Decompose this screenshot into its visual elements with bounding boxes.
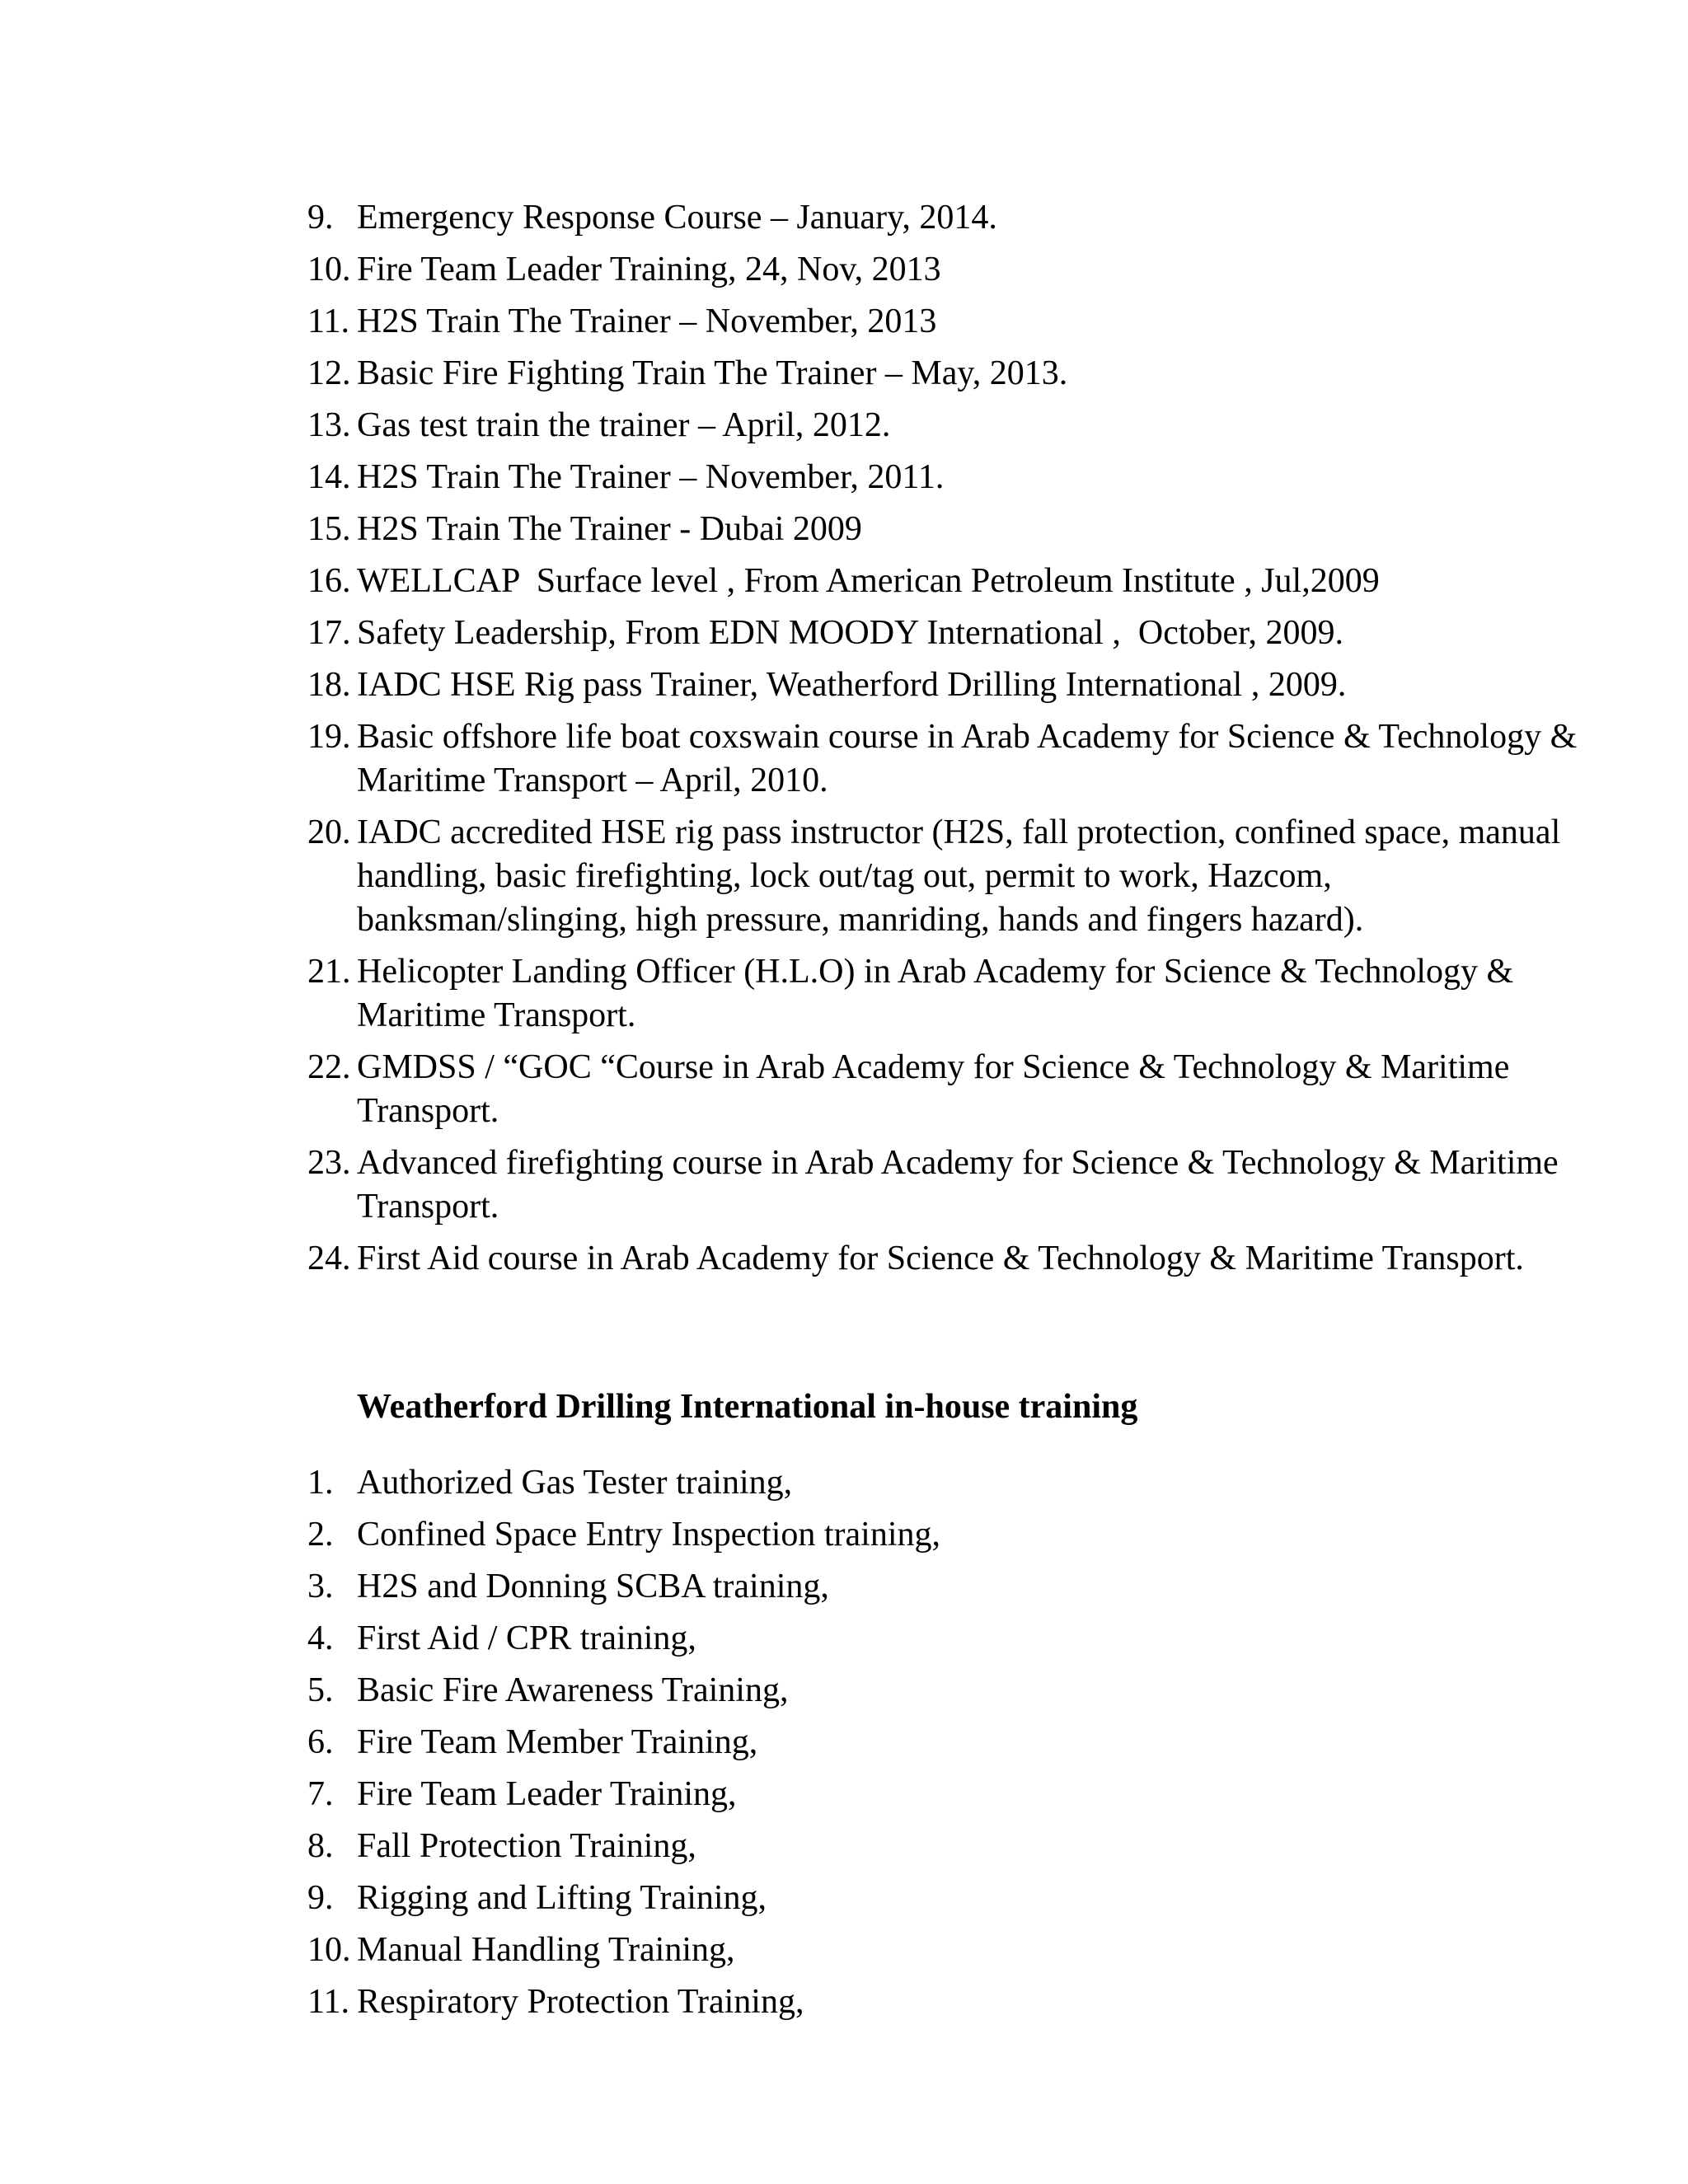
item-number: 19.: [307, 718, 351, 756]
certifications-list: [307, 196, 1599, 1289]
list-item: [307, 715, 1599, 803]
item-text: First Aid / CPR training,: [357, 1619, 696, 1657]
list-item: [307, 950, 1599, 1038]
list-item: [307, 1877, 1599, 1920]
item-number: 22.: [307, 1048, 351, 1086]
item-number: 3.: [307, 1568, 334, 1605]
list-item: [307, 1565, 1599, 1609]
item-text: H2S Train The Trainer – November, 2013: [357, 302, 937, 340]
item-number: 10.: [307, 251, 351, 288]
item-text: H2S Train The Trainer - Dubai 2009: [357, 510, 862, 548]
list-item: [307, 1825, 1599, 1868]
list-item: [307, 248, 1599, 292]
list-item: [307, 1237, 1599, 1281]
item-text: Confined Space Entry Inspection training,: [357, 1516, 940, 1554]
item-number: 12.: [307, 354, 351, 392]
list-item: [307, 508, 1599, 551]
item-number: 4.: [307, 1619, 334, 1657]
item-number: 24.: [307, 1240, 351, 1277]
item-text: Gas test train the trainer – April, 2012.: [357, 406, 891, 444]
item-number: 13.: [307, 406, 351, 444]
item-number: 10.: [307, 1931, 351, 1969]
item-text: Fire Team Leader Training,: [357, 1775, 737, 1813]
item-number: 9.: [307, 199, 334, 237]
item-number: 15.: [307, 510, 351, 548]
item-number: 11.: [307, 1983, 349, 2021]
item-text: First Aid course in Arab Academy for Science & Technology & Maritime Transport.: [357, 1240, 1524, 1277]
list-item: [307, 1141, 1599, 1229]
item-text: H2S and Donning SCBA training,: [357, 1568, 829, 1605]
list-item: [307, 612, 1599, 655]
list-item: [307, 1046, 1599, 1133]
item-number: 6.: [307, 1723, 334, 1761]
item-text: Basic Fire Fighting Train The Trainer – May, 2013.: [357, 354, 1068, 392]
list-item: [307, 352, 1599, 396]
item-text: WELLCAP Surface level , From American Petroleum Institute , Jul,2009: [357, 562, 1380, 600]
item-text: Fall Protection Training,: [357, 1827, 696, 1865]
list-item: [307, 404, 1599, 448]
item-number: 2.: [307, 1516, 334, 1554]
inhouse-training-list: [307, 1461, 1599, 2032]
item-text: IADC accredited HSE rig pass instructor (H2S, fall protection, confined space, manual handling, basic firefighting, lock out/tag out, permit to work, Hazcom, banksman/slinging, high pressure, manriding, hands and fingers hazard).: [357, 813, 1569, 939]
item-text: H2S Train The Trainer – November, 2011.: [357, 458, 945, 496]
list-item: [307, 1513, 1599, 1557]
list-item: [307, 1721, 1599, 1765]
item-text: Safety Leadership, From EDN MOODY International , October, 2009.: [357, 614, 1343, 652]
item-number: 14.: [307, 458, 351, 496]
list-item: [307, 1929, 1599, 1972]
item-number: 8.: [307, 1827, 334, 1865]
item-number: 23.: [307, 1144, 351, 1182]
item-number: 11.: [307, 302, 349, 340]
list-item: [307, 1617, 1599, 1661]
section-heading: Weatherford Drilling International in-house training: [357, 1388, 1138, 1426]
list-item: [307, 560, 1599, 603]
item-text: Fire Team Member Training,: [357, 1723, 758, 1761]
list-item: [307, 456, 1599, 499]
item-text: IADC HSE Rig pass Trainer, Weatherford Drilling International , 2009.: [357, 666, 1347, 704]
item-text: Advanced firefighting course in Arab Academy for Science & Technology & Maritime Transport.: [357, 1144, 1567, 1226]
item-number: 18.: [307, 666, 351, 704]
item-text: Basic Fire Awareness Training,: [357, 1671, 789, 1709]
list-item: [307, 811, 1599, 942]
item-number: 16.: [307, 562, 351, 600]
item-text: Rigging and Lifting Training,: [357, 1879, 767, 1917]
list-item: [307, 1669, 1599, 1713]
item-text: Basic offshore life boat coxswain course in Arab Academy for Science & Technology & Maritime Transport – April, 2010.: [357, 718, 1586, 799]
item-text: GMDSS / “GOC “Course in Arab Academy for Science & Technology & Maritime Transport.: [357, 1048, 1518, 1130]
item-number: 20.: [307, 813, 351, 851]
item-text: Emergency Response Course – January, 2014.: [357, 199, 997, 237]
item-text: Authorized Gas Tester training,: [357, 1464, 793, 1502]
item-number: 5.: [307, 1671, 334, 1709]
list-item: [307, 196, 1599, 240]
item-number: 9.: [307, 1879, 334, 1917]
item-number: 17.: [307, 614, 351, 652]
item-number: 1.: [307, 1464, 334, 1502]
item-text: Manual Handling Training,: [357, 1931, 735, 1969]
item-number: 7.: [307, 1775, 334, 1813]
list-item: [307, 300, 1599, 344]
item-text: Helicopter Landing Officer (H.L.O) in Arab Academy for Science & Technology & Maritime Transport.: [357, 953, 1522, 1034]
item-text: Fire Team Leader Training, 24, Nov, 2013: [357, 251, 941, 288]
item-number: 21.: [307, 953, 351, 991]
list-item: [307, 663, 1599, 707]
list-item: [307, 1980, 1599, 2024]
item-text: Respiratory Protection Training,: [357, 1983, 804, 2021]
list-item: [307, 1773, 1599, 1816]
list-item: [307, 1461, 1599, 1505]
